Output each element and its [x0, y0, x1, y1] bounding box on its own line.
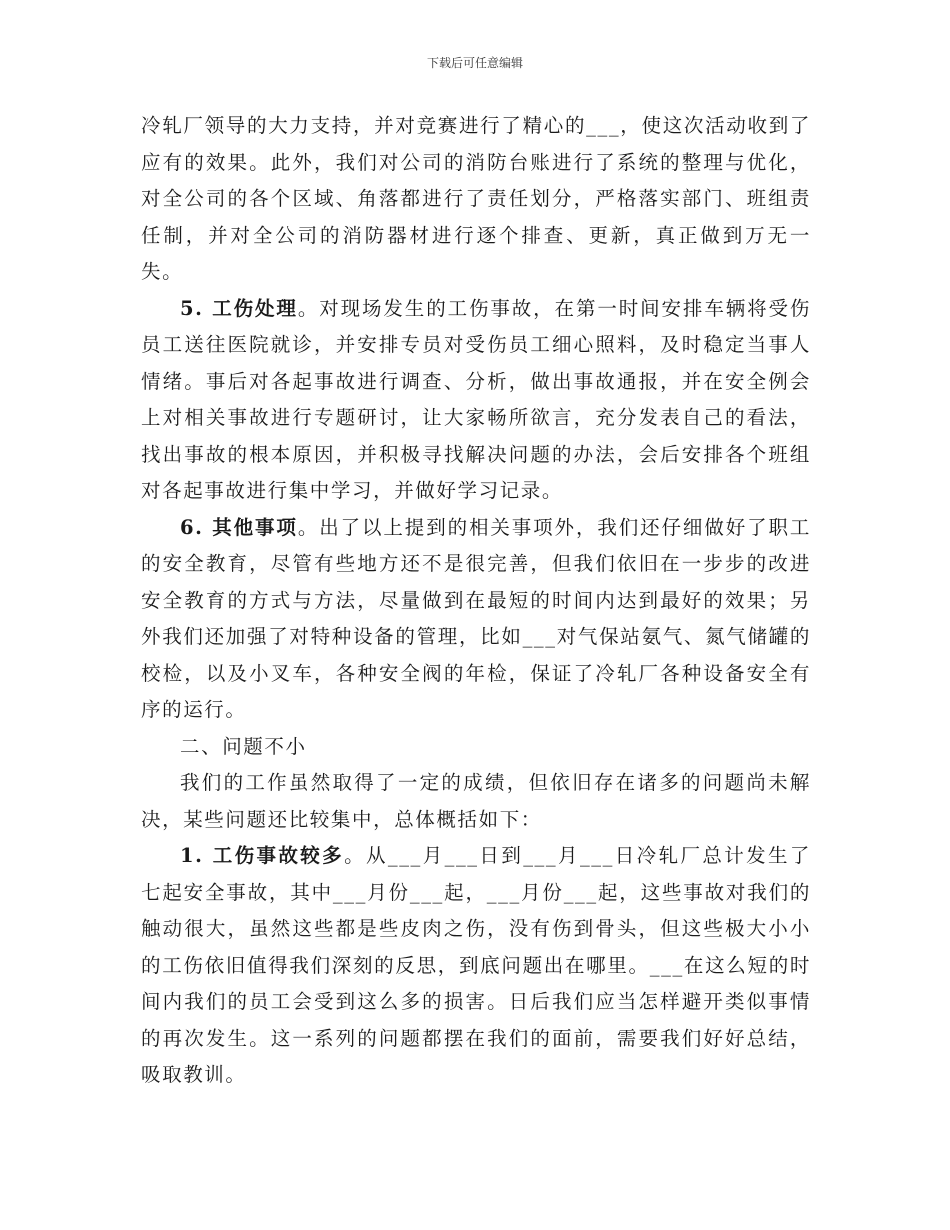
paragraph-text: 。从___月___日到___月___日冷轧厂总计发生了七起安全事故，其中___月份___起，___月份___起，这些事故对我们的触动很大，虽然这些都是些皮肉之伤，没有伤到骨头，但这些极大小小的工伤依旧值得我们深刻的反思，到底问题出在哪里。___在这么短的时间内我们的员工会受到这么多的损害。日后我们应当怎样避开类似事情的再次发生。这一系列的问题都摆在我们的面前，需要我们好好总结，吸取教训。 [141, 844, 811, 1086]
paragraph-continuation [141, 108, 811, 291]
paragraph-text: 。对现场发生的工伤事故，在第一时间安排车辆将受伤员工送往医院就诊，并安排专员对受伤员工细心照料，及时稳定当事人情绪。事后对各起事故进行调查、分析，做出事故通报，并在安全例会上对相关事故进行专题研讨，让大家畅所欲言，充分发表自己的看法，找出事故的根本原因，并积极寻找解决问题的办法，会后安排各个班组对各起事故进行集中学习，并做好学习记录。 [141, 296, 811, 502]
paragraph-lead: 6. 其他事项 [180, 515, 298, 539]
paragraph-other-matters [141, 510, 811, 729]
paragraph-text: 。出了以上提到的相关事项外，我们还仔细做好了职工的安全教育，尽管有些地方还不是很完善，但我们依旧在一步步的改进安全教育的方式与方法，尽量做到在最短的时间内达到最好的效果；另外我们还加强了对特种设备的管理，比如___对气保站氨气、氮气储罐的校检，以及小叉车，各种安全阀的年检，保证了冷轧厂各种设备安全有序的运行。 [141, 515, 811, 721]
paragraph-lead: 1. 工伤事故较多 [180, 844, 345, 867]
page-header: 下载后可任意编辑 [426, 56, 523, 70]
paragraph-work-injury-handling [141, 291, 811, 510]
section-heading [141, 729, 811, 766]
paragraph-text: 我们的工作虽然取得了一定的成绩，但依旧存在诸多的问题尚未解决，某些问题还比较集中，总体概括如下： [141, 771, 811, 831]
section-heading-text: 二、问题不小 [180, 734, 307, 758]
document-body [141, 108, 811, 1094]
paragraph-injury-incidents [141, 838, 811, 1094]
paragraph-text: 冷轧厂领导的大力支持，并对竞赛进行了精心的___，使这次活动收到了应有的效果。此外，我们对公司的消防台账进行了系统的整理与优化，对全公司的各个区域、角落都进行了责任划分，严格落实部门、班组责任制，并对全公司的消防器材进行逐个排查、更新，真正做到万无一失。 [141, 114, 811, 283]
paragraph-problems-intro [141, 765, 811, 838]
paragraph-lead: 5. 工伤处理 [180, 296, 298, 320]
